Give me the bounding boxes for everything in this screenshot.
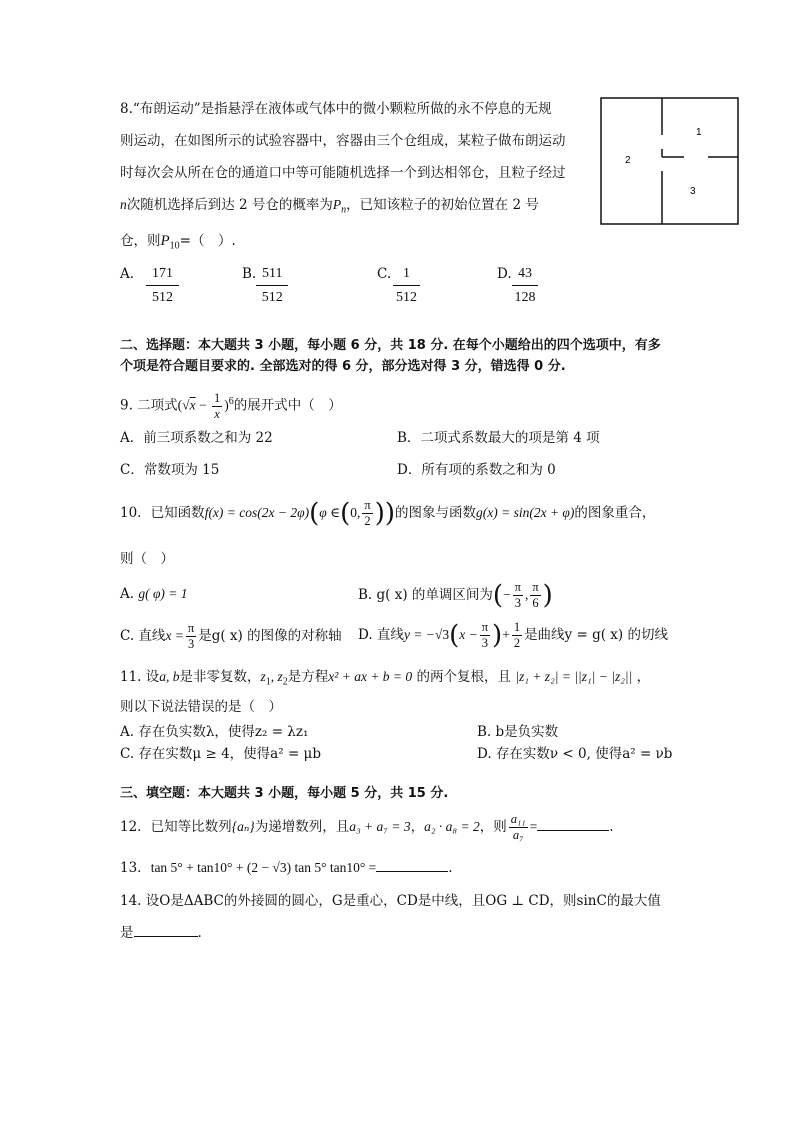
q10-paren-open-2: ( (340, 498, 351, 529)
q11-b: 是非零复数， (179, 669, 261, 685)
q11-line-1: 11. 设a, b是非零复数，$z_1$, $z_2$是方程x² + ax + b = 0 的两个复根，且 |z₁ + z₂| = ||z₁| − |z₂|| ， (120, 669, 651, 688)
q10-d-paren-close: ) (492, 620, 503, 651)
q13-prefix: 13． (120, 860, 151, 876)
q10-d-den2: 2 (513, 636, 521, 650)
q11-e: ， (636, 669, 651, 685)
q9-frac-den: x (214, 406, 220, 421)
q8-line-1: 8.“布朗运动”是指悬浮在液体或气体中的微小颗粒所做的永不停息的无规 (120, 101, 552, 117)
q10-d-paren-open: ( (449, 620, 460, 651)
q10-b-num2: π (532, 580, 539, 594)
container-figure (600, 97, 740, 227)
q10-d-num: π (481, 620, 489, 634)
q9-option-d: D．所有项的系数之和为 0 (397, 462, 556, 478)
q11-d: 的两个复根，且 (416, 669, 511, 685)
q10-b-label: B. (358, 587, 373, 603)
q10-b-den2: 6 (532, 596, 539, 610)
q8-option-c-frac (393, 266, 420, 306)
q9-option-b: B．二项式系数最大的项是第 4 项 (397, 430, 600, 446)
q8-line-2: 则运动，在如图所示的试验容器中，容器由三个仓组成，某粒子做布朗运动 (120, 133, 566, 149)
q10-b-den1: 3 (514, 596, 521, 610)
q10-b-paren-close: ) (542, 580, 553, 611)
q8-option-a-num: 171 (146, 266, 179, 286)
container-outline (601, 98, 738, 224)
room-3-label: 3 (690, 186, 696, 197)
q11-abs: |z₁ + z₂| = ||z₁| − |z₂|| (515, 669, 633, 684)
q10-cond-frac (362, 498, 372, 529)
q8-line-3: 时每次会从所在仓的通道口中等可能随机选择一个到达相邻仓，且粒子经过 (120, 165, 566, 181)
q8-line-4 (120, 195, 539, 221)
q9-minus: − (195, 397, 210, 413)
q12-cond1: a₃ + a₇ = 3 (349, 819, 411, 834)
q12-prefix: 12．已知等比数列 (120, 819, 232, 835)
q10-prefix: 10．已知函数 (120, 505, 205, 521)
q10-g: g(x) = sin(2x + φ) (475, 505, 575, 520)
q10-c-label: C. 直线 (120, 628, 166, 644)
q10-d-label: D. 直线 (358, 627, 404, 643)
q10-cond-den: 2 (364, 514, 371, 528)
q10-c-frac (186, 621, 196, 652)
q12-cond2: a₂ · a₈ = 2 (424, 819, 480, 834)
q12-sep: ， (410, 819, 425, 835)
q10-d-y: y = − (403, 627, 435, 642)
q8-line-4-end: ，已知该粒子的初始位置在 2 号 (346, 197, 539, 213)
q14-line-2-text: 是 (120, 925, 134, 941)
var-pn-sub: n (341, 204, 347, 216)
q11-option-d: D. 存在实数ν < 0, 使得a² = νb (477, 746, 673, 762)
q11-option-b: B. b是负实数 (477, 724, 559, 740)
q10-option-c (120, 621, 342, 652)
q10-c-den: 3 (187, 637, 195, 651)
q10-paren-open: ( (309, 498, 320, 529)
q8-option-b-frac (256, 266, 288, 306)
q8-option-a-label: A. (120, 266, 135, 282)
q11-ab: a, b (159, 669, 180, 684)
room-1-label: 1 (696, 127, 702, 138)
q8-option-d-den: 128 (514, 290, 536, 305)
q8-line-5 (120, 231, 236, 257)
q8-option-d-label: D. (497, 266, 512, 282)
q8-option-d-frac (512, 266, 538, 306)
q11-eq: x² + ax + b = 0 (328, 669, 413, 684)
q8-line-5-b: =（ ）. (179, 233, 236, 249)
q10-stem (120, 498, 655, 529)
q13-stem (120, 856, 453, 880)
q11-z1: z (260, 669, 266, 684)
q10-a-label: A. (120, 586, 135, 602)
var-pn: P (332, 197, 342, 212)
q8-option-b-num: 511 (256, 266, 288, 286)
q10-d-x: x − (459, 627, 478, 642)
q11-option-a: A. 存在负实数λ，使得z₂ = λz₁ (120, 724, 309, 740)
q8-option-c-num: 1 (393, 266, 420, 286)
q13-expr: tan 5° + tan10° + (2 − √3) tan 5° tan10° = (150, 860, 377, 875)
q9-open: (√ (177, 397, 190, 413)
var-p10: P (160, 233, 170, 249)
q10-then: 则（ ） (120, 551, 174, 567)
q9-close: ) (224, 397, 229, 413)
q10-b-frac-2 (530, 580, 540, 611)
q9-option-c: C．常数项为 15 (120, 462, 220, 478)
q12-frac (509, 812, 528, 843)
q12-eq: = (529, 819, 538, 834)
q9-prefix: 9. 二项式 (120, 397, 178, 414)
q10-mid: 的图象与函数 (394, 505, 476, 521)
q9-suffix: 的展开式中（ ） (233, 397, 342, 414)
q10-c-num: π (187, 621, 195, 635)
q10-suffix: 的图象重合， (574, 505, 656, 521)
q8-option-b-label: B. (242, 266, 257, 282)
q9-frac-num: 1 (213, 390, 221, 405)
q12-den: a₇ (512, 828, 524, 842)
q10-d-num2: 1 (513, 620, 521, 634)
q10-cond-num: π (364, 498, 371, 512)
q10-d-text: 是曲线y = g( x) 的切线 (524, 627, 668, 643)
q13-answer-blank[interactable] (376, 857, 448, 872)
q11-z1-sub: 1 (265, 676, 271, 688)
q10-d-frac-2 (512, 620, 522, 651)
q12-stem (120, 810, 614, 844)
q8-line-5-a: 仓，则 (120, 233, 161, 249)
q10-a-expr: g( φ) = 1 (138, 586, 188, 601)
section-2-heading-line-2: 个项是符合题目要求的. 全部选对的得 6 分，部分选对得 3 分，错选得 0 分. (120, 359, 566, 374)
q10-option-d (358, 619, 668, 652)
q10-paren-close: )) (374, 498, 395, 529)
q10-d-plus: + (502, 627, 510, 642)
q11-z2-sub: 2 (282, 676, 288, 688)
var-p10-sub: 10 (169, 240, 180, 252)
q14-end: . (197, 925, 202, 941)
q12-mid: 为递增数列，且 (254, 819, 350, 835)
q8-option-b-den: 512 (261, 290, 283, 305)
q14-answer-blank[interactable] (134, 922, 198, 937)
q12-then: ，则 (479, 819, 507, 835)
q11-z2: z (277, 669, 283, 684)
q8-line-4-text: 次随机选择后到达 2 号仓的概率为 (126, 197, 333, 213)
q11-a: 11. 设 (120, 669, 160, 685)
q11-c: 是方程 (287, 669, 329, 685)
q10-option-b: B. g( x) 的单调区间为(− $\frac{\pi}{3}$ , $\frac{\pi}{6}$ ) (358, 580, 553, 611)
q9-power: 6 (228, 396, 234, 407)
q10-option-a (120, 586, 188, 602)
q9-stem (120, 390, 342, 422)
q10-c-x: x = (165, 628, 184, 643)
q12-seq: {aₙ} (231, 819, 255, 834)
q10-b-num1: π (514, 580, 521, 594)
section-3-heading: 三、填空题：本大题共 3 小题，每小题 5 分，共 15 分. (120, 786, 449, 801)
q8-option-c-den: 512 (396, 290, 417, 305)
q10-cond-a: φ ∈ (319, 505, 341, 520)
q10-d-sqrt: √3 (434, 627, 450, 642)
q10-b-frac-1 (513, 580, 523, 611)
q9-option-a: A．前三项系数之和为 22 (120, 430, 273, 446)
q14-line-2 (120, 922, 202, 943)
q10-d-den: 3 (481, 636, 488, 650)
q8-option-d-num: 43 (512, 266, 538, 286)
q9-x: x (189, 397, 196, 413)
q14-line-1: 14. 设O是ΔABC的外接圆的圆心，G是重心，CD是中线，且OG ⊥ CD，则sinC的最大值 (120, 893, 661, 909)
q10-d-frac (480, 620, 490, 651)
q8-option-c-label: C. (377, 266, 392, 282)
q8-option-a-den: 512 (152, 290, 173, 305)
q10-b-text: g( x) 的单调区间为 (376, 587, 493, 603)
q11-line-2: 则以下说法错误的是（ ） (120, 699, 282, 715)
q10-b-paren-open: ( (492, 580, 504, 611)
q10-c-text: 是g( x) 的图像的对称轴 (198, 628, 342, 644)
q11-option-c: C. 存在实数μ ≥ 4，使得a² = μb (120, 746, 321, 762)
q10-f: f(x) = cos(2x − 2φ) (204, 505, 310, 520)
section-2-heading-line-1: 二、选择题：本大题共 3 小题，每小题 6 分，共 18 分. 在每个小题给出的四个选项中，有多 (120, 338, 661, 353)
q9-frac (212, 391, 222, 422)
room-2-label: 2 (625, 155, 631, 166)
q12-answer-blank[interactable] (537, 816, 609, 831)
q10-cond-b: 0, (350, 505, 361, 520)
var-n: n (120, 197, 127, 212)
q13-end: . (448, 860, 453, 876)
q12-num: a₁₁ (510, 812, 526, 826)
q8-option-a-frac (146, 266, 179, 306)
q12-end: . (609, 819, 614, 835)
